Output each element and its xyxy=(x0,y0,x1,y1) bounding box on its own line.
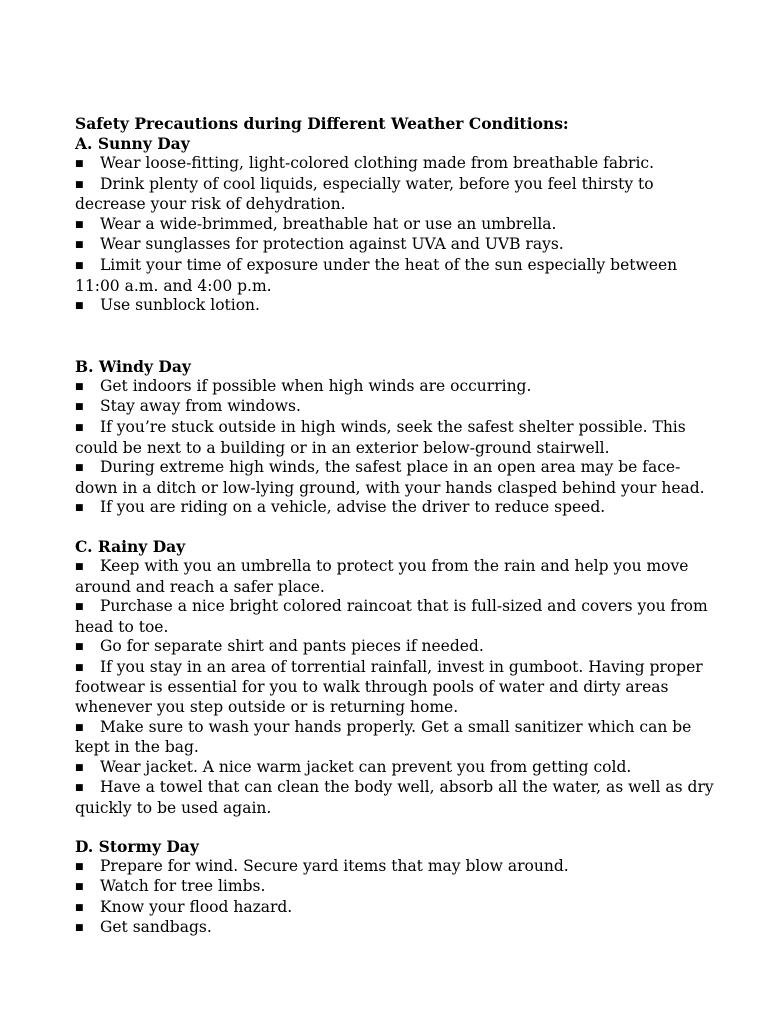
bullet-square-icon: ■ xyxy=(75,662,84,673)
bullet-list xyxy=(75,377,715,519)
list-item-text: Limit your time of exposure under the heat of the sun especially between 11:00 a.m. and 4:00 p.m. xyxy=(75,255,678,295)
list-item xyxy=(75,898,715,919)
list-item-text: Wear a wide-brimmed, breathable hat or use an umbrella. xyxy=(100,214,557,233)
bullet-square-icon: ■ xyxy=(75,882,84,893)
bullet-square-icon: ■ xyxy=(75,159,84,169)
list-item-text: If you are riding on a vehicle, advise the driver to reduce speed. xyxy=(100,498,606,517)
list-item xyxy=(75,918,715,939)
section-2 xyxy=(75,357,715,519)
list-item xyxy=(75,397,715,418)
list-item xyxy=(75,154,715,175)
document-title: Safety Precautions during Different Weather Conditions: xyxy=(75,114,569,133)
list-item-text: Have a towel that can clean the body well, absorb all the water, as well as dry quickly to be used again. xyxy=(75,778,714,818)
list-item xyxy=(75,758,715,779)
section-heading: D. Stormy Day xyxy=(75,836,199,856)
list-item-text: Wear jacket. A nice warm jacket can prevent you from getting cold. xyxy=(100,757,632,776)
section-1 xyxy=(75,134,715,317)
bullet-square-icon: ■ xyxy=(75,642,84,653)
list-item xyxy=(75,377,715,398)
section-3 xyxy=(75,537,715,819)
bullet-square-icon: ■ xyxy=(75,219,84,230)
list-item xyxy=(75,637,715,658)
document-body xyxy=(75,114,715,939)
list-item-text: If you stay in an area of torrential rainfall, invest in gumboot. Having proper footwear is essential for you to walk through pools of water and dirty areas whenever you step outside or is returning home. xyxy=(75,657,703,717)
bullet-square-icon: ■ xyxy=(75,240,84,251)
bullet-square-icon: ■ xyxy=(75,722,84,733)
list-item-text: Use sunblock lotion. xyxy=(100,296,260,315)
bullet-square-icon: ■ xyxy=(75,179,84,190)
list-item-text: Go for separate shirt and pants pieces if needed. xyxy=(100,637,484,656)
list-item xyxy=(75,597,715,637)
section-4 xyxy=(75,837,715,939)
section-heading: A. Sunny Day xyxy=(75,134,190,153)
bullet-square-icon: ■ xyxy=(75,923,84,934)
bullet-square-icon: ■ xyxy=(75,762,84,773)
list-item xyxy=(75,498,715,519)
list-item-text: Make sure to wash your hands properly. Get a small sanitizer which can be kept in the bag. xyxy=(75,717,692,757)
list-item-text: Keep with you an umbrella to protect you from the rain and help you move around and reach a safer place. xyxy=(75,556,689,596)
bullet-list xyxy=(75,154,715,317)
list-item xyxy=(75,296,715,317)
sections-container xyxy=(75,134,715,939)
list-item xyxy=(75,658,715,718)
bullet-square-icon: ■ xyxy=(75,402,84,413)
list-item xyxy=(75,718,715,758)
bullet-square-icon: ■ xyxy=(75,463,84,474)
list-item-text: During extreme high winds, the safest place in an open area may be face-down in a ditch or low-lying ground, with your hands clasped behind your head. xyxy=(75,458,705,497)
bullet-square-icon: ■ xyxy=(75,422,84,433)
bullet-list xyxy=(75,857,715,939)
list-item-text: Watch for tree limbs. xyxy=(100,877,266,896)
section-heading: B. Windy Day xyxy=(75,356,191,376)
list-item xyxy=(75,215,715,236)
bullet-square-icon: ■ xyxy=(75,301,84,312)
list-item-text: Know your flood hazard. xyxy=(100,897,293,916)
list-item-text: Prepare for wind. Secure yard items that may blow around. xyxy=(100,856,569,875)
list-item xyxy=(75,175,715,215)
bullet-square-icon: ■ xyxy=(75,503,84,514)
bullet-square-icon: ■ xyxy=(75,602,84,613)
list-item xyxy=(75,877,715,898)
list-item xyxy=(75,235,715,256)
bullet-list xyxy=(75,557,715,819)
list-item xyxy=(75,256,715,296)
list-item xyxy=(75,857,715,878)
list-item xyxy=(75,778,715,818)
bullet-square-icon: ■ xyxy=(75,902,84,913)
list-item-text: Stay away from windows. xyxy=(100,397,301,416)
bullet-square-icon: ■ xyxy=(75,381,84,392)
list-item-text: Purchase a nice bright colored raincoat that is full-sized and covers you from head to toe. xyxy=(75,597,708,636)
bullet-square-icon: ■ xyxy=(75,783,84,794)
list-item-text: If you’re stuck outside in high winds, seek the safest shelter possible. This could be next to a building or in an exterior below-ground stairwell. xyxy=(75,417,686,457)
bullet-square-icon: ■ xyxy=(75,561,84,572)
list-item-text: Wear sunglasses for protection against UVA and UVB rays. xyxy=(100,235,564,254)
bullet-square-icon: ■ xyxy=(75,861,84,872)
bullet-square-icon: ■ xyxy=(75,260,84,271)
list-item-text: Get sandbags. xyxy=(100,918,212,937)
list-item xyxy=(75,557,715,597)
list-item xyxy=(75,458,715,498)
list-item xyxy=(75,418,715,458)
section-heading: C. Rainy Day xyxy=(75,536,186,556)
list-item-text: Drink plenty of cool liquids, especially water, before you feel thirsty to decrease your risk of dehydration. xyxy=(75,174,654,214)
list-item-text: Wear loose-fitting, light-colored clothing made from breathable fabric. xyxy=(100,154,655,172)
list-item-text: Get indoors if possible when high winds are occurring. xyxy=(100,376,532,395)
